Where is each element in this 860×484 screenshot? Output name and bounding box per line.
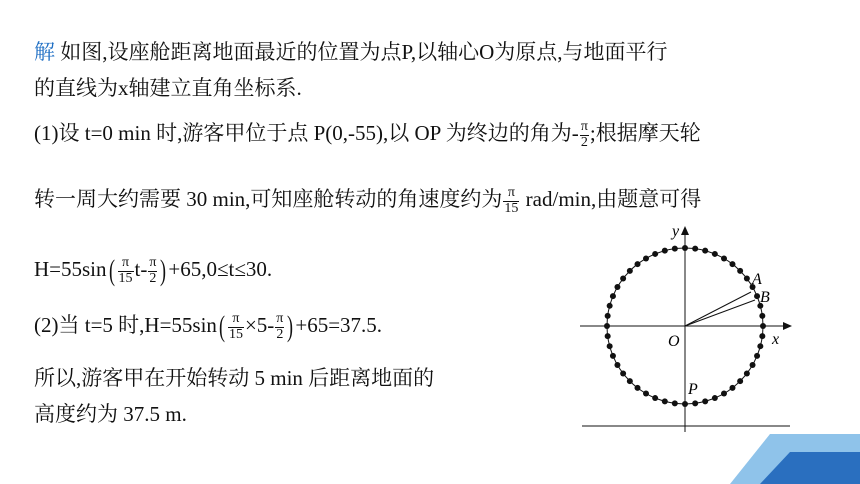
cabin-dot — [759, 333, 765, 339]
origin-label: O — [668, 333, 680, 350]
frac-num: π — [149, 255, 157, 270]
step1-text: 转一周大约需要 30 min,可知座舱转动的角速度约为 — [34, 187, 503, 211]
frac-num: π — [580, 119, 588, 134]
step1-text: rad/min,由题意可得 — [520, 187, 702, 211]
frac-den: 2 — [149, 270, 157, 286]
cabin-dot — [737, 268, 743, 274]
cabin-dot — [635, 261, 641, 267]
cabin-dot — [744, 370, 750, 376]
x-axis-label: x — [772, 331, 780, 348]
fraction-pi-over-2 — [580, 120, 589, 150]
cabin-dot — [692, 246, 698, 252]
cabin-dot — [692, 400, 698, 406]
cabin-dot — [605, 333, 611, 339]
cabin-dot — [662, 398, 668, 404]
solution-text: 的直线为x轴建立直角坐标系. — [34, 76, 302, 100]
cabin-dot — [643, 391, 649, 397]
cabin-dot — [759, 313, 765, 319]
cabin-dot — [652, 251, 658, 257]
corner-decoration — [710, 424, 860, 484]
cabin-dot — [635, 385, 641, 391]
cabin-dot — [610, 293, 616, 299]
cabin-dot — [721, 255, 727, 261]
formula-text: +65,0≤t≤30. — [168, 257, 273, 281]
fraction-pi-over-15 — [503, 186, 519, 216]
solution-line-2 — [34, 78, 302, 99]
cabin-dot — [620, 370, 626, 376]
conclusion-line-1 — [34, 368, 434, 389]
frac-den: 2 — [276, 326, 284, 342]
cabin-dot — [750, 362, 756, 368]
radius-ob — [685, 300, 755, 326]
fraction-pi-over-2 — [275, 312, 284, 342]
cabin-dot — [620, 276, 626, 282]
cabin-dot — [605, 313, 611, 319]
cabin-dot — [662, 248, 668, 254]
left-paren: ( — [218, 310, 225, 344]
x-axis-arrow — [783, 322, 792, 330]
cabin-dot — [643, 255, 649, 261]
cabin-dot — [614, 362, 620, 368]
step2-text: +65=37.5. — [295, 313, 383, 337]
frac-den: 15 — [228, 326, 243, 342]
fraction-pi-over-2 — [148, 256, 157, 286]
y-axis-label: y — [672, 223, 680, 240]
frac-den: 2 — [580, 134, 588, 150]
cabin-dot — [702, 398, 708, 404]
cabin-dot — [652, 395, 658, 401]
cabin-dot — [607, 343, 613, 349]
frac-den: 15 — [118, 270, 133, 286]
frac-num: π — [118, 256, 134, 272]
step2-text: (2)当 t=5 时,H=55sin — [34, 313, 217, 337]
conclusion-line-2 — [34, 404, 187, 425]
solution-label: 解 — [34, 40, 55, 64]
solution-line-1 — [34, 42, 668, 63]
cabin-dot — [607, 303, 613, 309]
cabin-dot — [729, 385, 735, 391]
fraction-pi-over-15 — [228, 312, 244, 342]
formula-text: H=55sin — [34, 257, 107, 281]
cabin-dot — [627, 378, 633, 384]
right-paren: ) — [160, 254, 167, 288]
step2-line — [34, 312, 382, 342]
cabin-dot — [614, 284, 620, 290]
step2-text: ×5- — [244, 313, 275, 337]
conclusion-text: 高度约为 37.5 m. — [34, 402, 187, 426]
cabin-dot — [721, 391, 727, 397]
formula-h-of-t — [34, 256, 272, 286]
cabin-dot — [712, 395, 718, 401]
point-b-label: B — [760, 289, 770, 306]
cabin-dot — [744, 276, 750, 282]
cabin-dot — [702, 248, 708, 254]
left-paren: ( — [108, 254, 115, 288]
step1-line-1 — [34, 120, 701, 150]
cabin-dot — [610, 353, 616, 359]
step1-text: ;根据摩天轮 — [589, 121, 701, 145]
frac-den: 15 — [504, 200, 519, 216]
cabin-dot — [672, 246, 678, 252]
solution-text: 如图,设座舱距离地面最近的位置为点P,以轴心O为原点,与地面平行 — [60, 40, 668, 64]
cabin-dot — [627, 268, 633, 274]
frac-num: π — [228, 312, 244, 328]
cabin-dot — [729, 261, 735, 267]
frac-num: π — [276, 311, 284, 326]
cabin-dot — [737, 378, 743, 384]
formula-text: t- — [134, 257, 148, 281]
radius-oa — [685, 292, 751, 326]
cabin-dot — [754, 353, 760, 359]
y-axis-arrow — [681, 226, 689, 235]
right-paren: ) — [287, 310, 294, 344]
ferris-wheel-diagram — [580, 222, 805, 434]
step1-line-2 — [34, 186, 701, 216]
point-p-label: P — [688, 381, 698, 398]
fraction-pi-over-15 — [118, 256, 134, 286]
point-a-label: A — [752, 271, 762, 288]
cabin-dot — [672, 400, 678, 406]
cabin-dot — [712, 251, 718, 257]
step1-text: (1)设 t=0 min 时,游客甲位于点 P(0,-55),以 OP 为终边的角为- — [34, 121, 579, 145]
conclusion-text: 所以,游客甲在开始转动 5 min 后距离地面的 — [34, 366, 435, 390]
frac-num: π — [503, 186, 519, 202]
cabin-dot — [757, 343, 763, 349]
